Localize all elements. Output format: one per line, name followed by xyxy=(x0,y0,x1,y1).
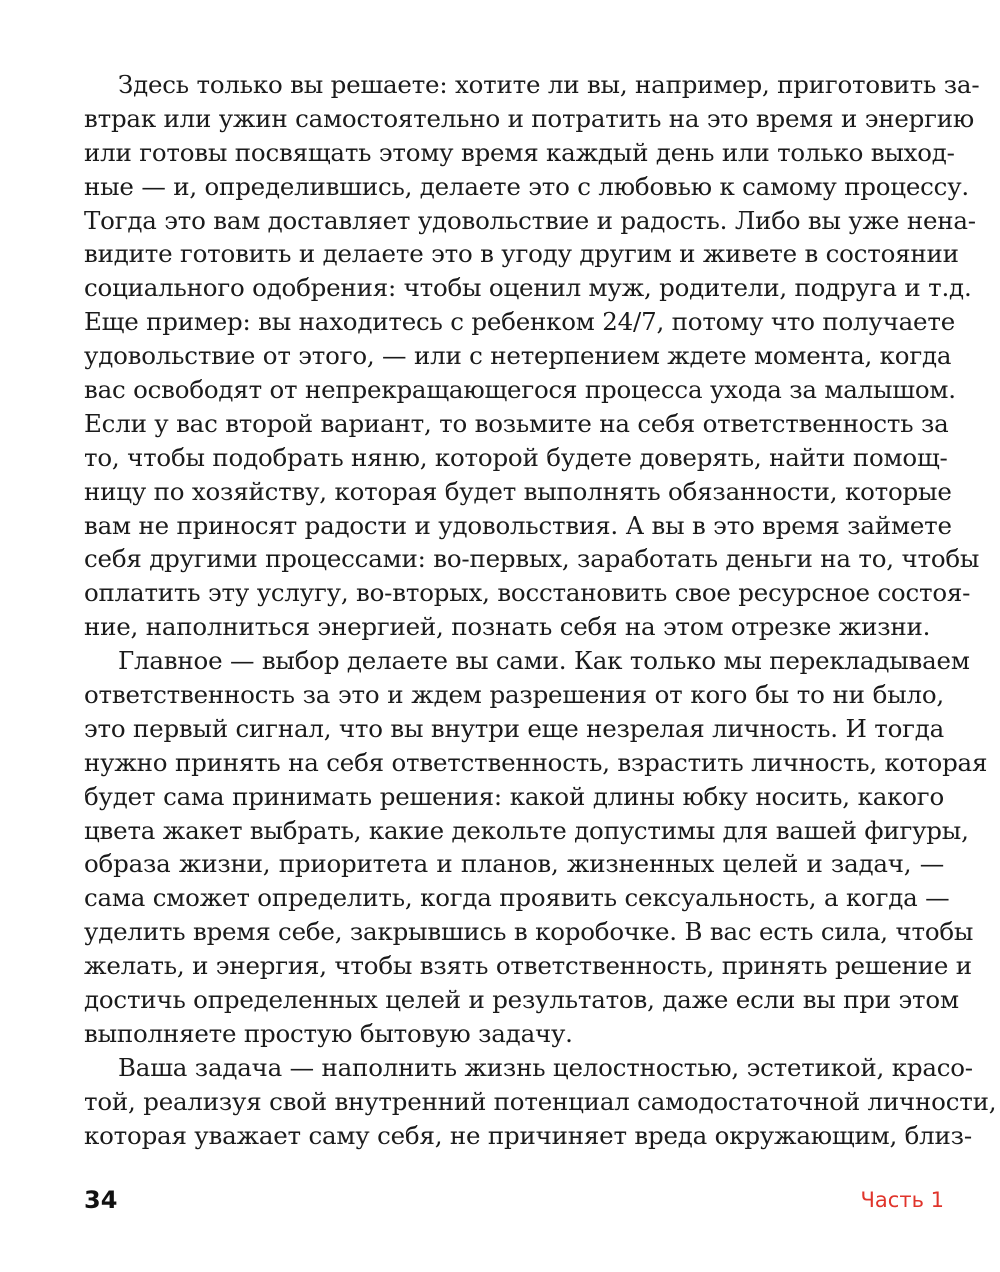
paragraph-1-line-15: себя другими процессами: во-первых, заработать деньги на то, чтобы xyxy=(84,544,980,574)
paragraph-3-line-2: той, реализуя свой внутренний потенциал самодостаточной личности, xyxy=(84,1086,997,1116)
paragraph-1-line-17: ние, наполниться энергией, познать себя на этом отрезке жизни. xyxy=(84,612,931,642)
page-number: 34 xyxy=(84,1186,118,1214)
paragraph-1-line-5: Тогда это вам доставляет удовольствие и радость. Либо вы уже нена- xyxy=(84,205,976,235)
paragraph-1-line-12: то, чтобы подобрать няню, которой будете доверять, найти помощ- xyxy=(84,442,948,472)
paragraph-2-line-5: будет сама принимать решения: какой длины юбку носить, какого xyxy=(84,781,944,811)
paragraph-2-line-11: достичь определенных целей и результатов, даже если вы при этом xyxy=(84,985,959,1015)
paragraph-1-line-7: социального одобрения: чтобы оценил муж, родители, подруга и т.д. xyxy=(84,273,972,303)
paragraph-1-line-6: видите готовить и делаете это в угоду другим и живете в состоянии xyxy=(84,239,959,269)
paragraph-2-line-12: выполняете простую бытовую задачу. xyxy=(84,1018,573,1048)
body-text xyxy=(84,68,997,1153)
section-label: Часть 1 xyxy=(860,1188,944,1212)
paragraph-1-line-8: Еще пример: вы находитесь с ребенком 24/7, потому что получаете xyxy=(84,307,955,337)
paragraph-1-line-13: ницу по хозяйству, которая будет выполнять обязанности, которые xyxy=(84,476,952,506)
paragraph-1-line-16: оплатить эту услугу, во-вторых, восстановить свое ресурсное состоя- xyxy=(84,578,971,608)
paragraph-3-line-3: которая уважает саму себя, не причиняет вреда окружающим, близ- xyxy=(84,1120,972,1150)
paragraph-3-line-1: Ваша задача — наполнить жизнь целостностью, эстетикой, красо- xyxy=(118,1052,973,1082)
paragraph-2-line-6: цвета жакет выбрать, какие декольте допустимы для вашей фигуры, xyxy=(84,815,969,845)
paragraph-2-line-3: это первый сигнал, что вы внутри еще незрелая личность. И тогда xyxy=(84,713,945,743)
paragraph-1-line-11: Если у вас второй вариант, то возьмите на себя ответственность за xyxy=(84,408,949,438)
paragraph-2-line-7: образа жизни, приоритета и планов, жизненных целей и задач, — xyxy=(84,849,944,879)
paragraph-1-line-9: удовольствие от этого, — или с нетерпением ждете момента, когда xyxy=(84,341,952,371)
paragraph-2-line-10: желать, и энергия, чтобы взять ответственность, принять решение и xyxy=(84,951,972,981)
paragraph-2-line-1: Главное — выбор делаете вы сами. Как только мы перекладываем xyxy=(118,646,970,676)
paragraph-2-line-4: нужно принять на себя ответственность, взрастить личность, которая xyxy=(84,747,988,777)
paragraph-2-line-2: ответственность за это и ждем разрешения от кого бы то ни было, xyxy=(84,680,944,710)
paragraph-1-line-4: ные — и, определившись, делаете это с любовью к самому процессу. xyxy=(84,171,970,201)
paragraph-2-line-8: сама сможет определить, когда проявить сексуальность, а когда — xyxy=(84,883,950,913)
paragraph-1-line-10: вас освободят от непрекращающегося процесса ухода за малышом. xyxy=(84,375,956,405)
paragraph-1-line-14: вам не приносят радости и удовольствия. А вы в это время займете xyxy=(84,510,952,540)
paragraph-1-line-2: втрак или ужин самостоятельно и потратить на это время и энергию xyxy=(84,103,975,133)
paragraph-1-line-1: Здесь только вы решаете: хотите ли вы, например, приготовить за- xyxy=(118,70,980,99)
paragraph-2-line-9: уделить время себе, закрывшись в коробочке. В вас есть сила, чтобы xyxy=(84,917,974,947)
paragraph-1-line-3: или готовы посвящать этому время каждый день или только выход- xyxy=(84,137,955,167)
